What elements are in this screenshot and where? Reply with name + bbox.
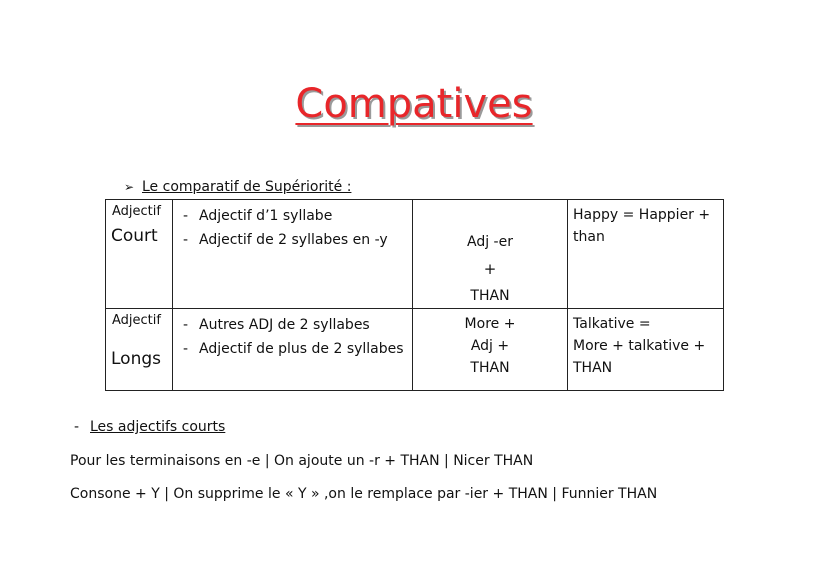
formula-cell xyxy=(413,200,568,309)
example-cell xyxy=(568,309,724,391)
formula-plus: + xyxy=(483,260,497,278)
subsection-heading xyxy=(74,418,225,436)
formula-line: THAN xyxy=(470,288,510,304)
table-row xyxy=(106,200,724,309)
example-line: More + talkative + xyxy=(573,338,706,354)
example-cell xyxy=(568,200,724,309)
section-heading-label: Le comparatif de Supériorité : xyxy=(142,179,352,195)
row-label-big: Court xyxy=(111,226,158,246)
formula-line: THAN xyxy=(470,360,510,376)
example-line: Happy = Happier + xyxy=(573,207,711,223)
dash-bullet: - xyxy=(74,419,80,435)
formula-line: More + xyxy=(464,316,516,332)
row-label-cell xyxy=(106,200,173,309)
formula-line: Adj -er xyxy=(467,234,513,250)
rule-line: Pour les terminaisons en -e | On ajoute un -r + THAN | Nicer THAN xyxy=(70,453,534,469)
list-item: - Autres ADJ de 2 syllabes xyxy=(181,313,412,337)
arrow-bullet-icon: ➢ xyxy=(124,180,135,194)
rule-line: Consone + Y | On supprime le « Y » ,on le remplace par -ier + THAN | Funnier THAN xyxy=(70,486,658,502)
example-line: THAN xyxy=(573,360,613,376)
page-title: Compatives xyxy=(295,81,533,127)
list-item: - Adjectif d’1 syllabe xyxy=(181,204,412,228)
row-label-big: Longs xyxy=(111,349,161,369)
row-label-cell xyxy=(106,309,173,391)
list-item: - Adjectif de plus de 2 syllabes xyxy=(181,337,412,361)
example-line: than xyxy=(573,229,605,245)
formula-line: Adj + xyxy=(470,338,510,354)
row-label-small: Adjectif xyxy=(112,204,161,219)
comparatives-table xyxy=(105,199,724,391)
section-heading xyxy=(124,178,351,196)
subsection-heading-label: Les adjectifs courts xyxy=(90,419,226,435)
row-label-small: Adjectif xyxy=(112,313,161,328)
example-line: Talkative = xyxy=(573,316,651,332)
rules-cell xyxy=(173,309,413,391)
list-item: - Adjectif de 2 syllabes en -y xyxy=(181,228,412,252)
formula-cell xyxy=(413,309,568,391)
rules-cell xyxy=(173,200,413,309)
table-row xyxy=(106,309,724,391)
